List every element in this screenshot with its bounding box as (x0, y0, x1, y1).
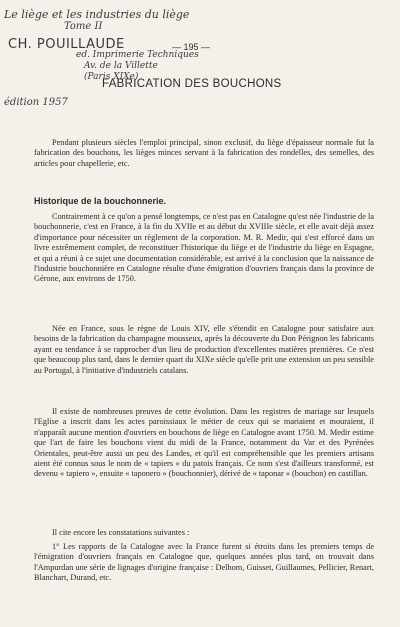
handwritten-volume: Tome II (64, 21, 103, 32)
body-paragraph: Née en France, sous le règne de Louis XIV, elle s'étendit en Catalogne pour satisfaire aux besoins de la fabrication du champagne mousseux, après la découverte du Don Pérignon les fabricants ayant eu tendance à se rapprocher d'un lieu de production d'excellentes matières premières. Ce n'est que beaucoup plus tard, dans le dernier quart du XIXe siècle qu'elle prit une extension un peu sensible au Portugal, à l'initiative d'industriels catalans. (34, 324, 374, 375)
intro-paragraph: Pendant plusieurs siècles l'emploi principal, sinon exclusif, du liège d'épaisseur normale fut la fabrication des bouchons, les lièges minces servant à la fabrication des rondelles, des semelles, des articles pour chapellerie, etc. (34, 138, 374, 168)
handwritten-publisher-line-1: ed. Imprimerie Techniques (76, 50, 199, 60)
section-heading: Historique de la bouchonnerie. (34, 196, 167, 206)
body-paragraph: Il existe de nombreuses preuves de cette évolution. Dans les registres de mariage sur lesquels l'Eglise a inscrit dans les actes paroissiaux le métier de ceux qui se mariaient et mouraient, il n'apparaît aucune mention d'ouvriers en bouchons de liège en Catalogne avant 1750. M. Medir estime que l'art de faire les bouchons vient du midi de la France, notamment du Var et des Pyrénées Orientales, peut-être aussi un peu des Landes, et qu'il est compréhensible que les premiers artisans aient été connus sous le nom de « tapiers » du patois français. Ce nom s'est d'ailleurs transformé, est devenu « tapiero », ensuite « taponero » (bouchonnier), dérivé de « taponar » (bouchon) en castillan. (34, 407, 374, 479)
page-number: — 195 — (172, 42, 211, 52)
handwritten-book-title: Le liège et les industries du liège (4, 8, 190, 21)
body-paragraph: Contrairement à ce qu'on a pensé longtemps, ce n'est pas en Catalogne qu'est née l'industrie de la bouchonnerie, c'est en France, à la fin du XVIIe et au début du XVIIIe siècle, et elle avait déjà assez d'importance pour nécessiter un règlement de la corporation. M. R. Medir, qui s'est efforcé dans un livre extrêmement complet, de reconstituer l'historique du liège et de l'industrie du liège en Espagne, et qui a réuni à ce sujet une documentation considérable, est arrivé à la conclusion que la naissance de l'industrie bouchonnière en Catalogne résulte d'une émigration d'ouvriers français dans la province de Gérone, aux environs de 1750. (34, 212, 374, 284)
handwritten-edition: édition 1957 (4, 97, 68, 108)
body-paragraph: Il cite encore les constatations suivantes : (52, 528, 190, 537)
handwritten-author: CH. POUILLAUDE (8, 37, 125, 52)
chapter-title: FABRICATION DES BOUCHONS (102, 78, 282, 90)
handwritten-publisher-line-3: (Paris XIXe) (84, 72, 139, 82)
body-paragraph: 1° Les rapports de la Catalogne avec la France furent si étroits dans les premiers temps de l'émigration d'ouvriers français en Catalogne que, quelques années plus tard, on trouvait dans l'Ampurdan une série de lignages d'origine française : Delhom, Guisset, Guillaumes, Pellicier, Renart, Blanchart, Durand, etc. (34, 542, 374, 583)
handwritten-publisher-line-2: Av. de la Villette (84, 61, 158, 71)
